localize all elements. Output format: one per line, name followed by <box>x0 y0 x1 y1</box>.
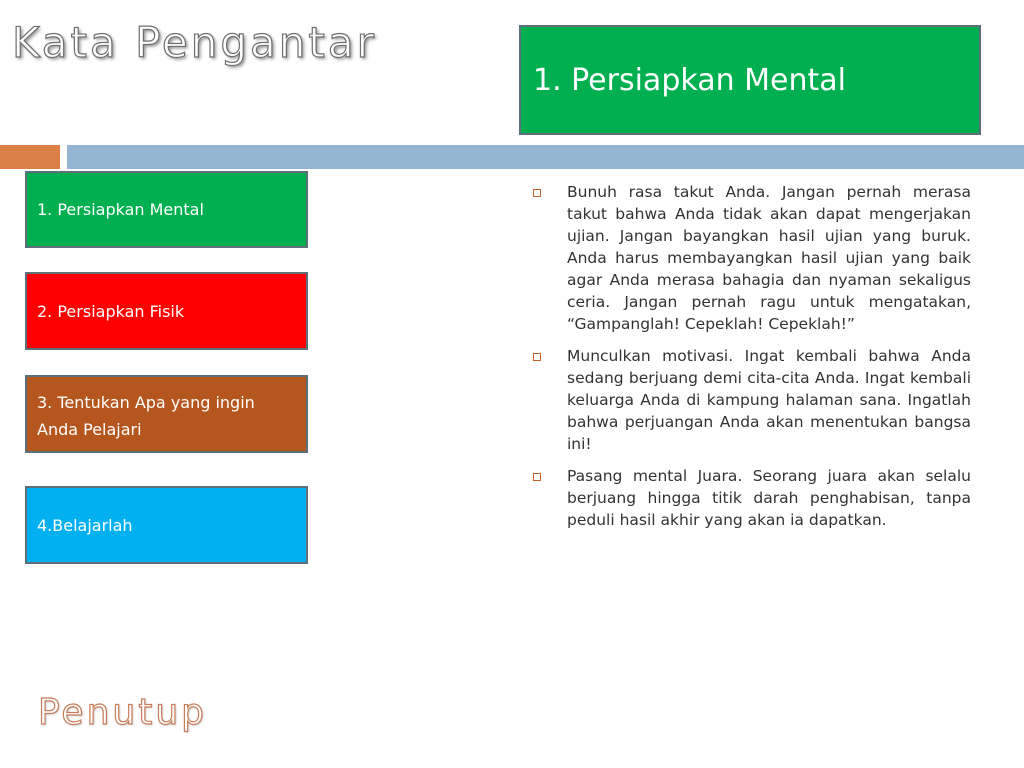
content-bullet-list <box>530 181 971 541</box>
bullet-text: Munculkan motivasi. Ingat kembali bahwa Anda sedang berjuang demi cita-cita Anda. Ingat kembali keluarga Anda di kampung halaman sana. Ingatlah bahwa perjuangan Anda akan menentukan bangsa ini! <box>567 347 971 453</box>
section-header-label: 1. Persiapkan Mental <box>533 62 846 98</box>
nav-item-belajarlah[interactable] <box>25 486 308 564</box>
nav-item-label: 2. Persiapkan Fisik <box>37 301 185 321</box>
bullet-item <box>530 465 971 531</box>
nav-item-persiapkan-fisik[interactable] <box>25 272 308 350</box>
nav-item-label: 4.Belajarlah <box>37 515 133 535</box>
accent-bar-blue <box>67 145 1024 169</box>
footer-link-penutup[interactable]: Penutup <box>38 692 207 733</box>
square-bullet-icon <box>533 189 541 197</box>
bullet-text: Pasang mental Juara. Seorang juara akan selalu berjuang hingga titik darah penghabisan, tanpa peduli hasil akhir yang akan ia dapatkan. <box>567 467 971 529</box>
square-bullet-icon <box>533 353 541 361</box>
section-header <box>519 25 981 135</box>
bullet-item <box>530 181 971 335</box>
square-bullet-icon <box>533 473 541 481</box>
accent-bar-orange <box>0 145 60 169</box>
nav-item-label: 3. Tentukan Apa yang ingin Anda Pelajari <box>37 393 255 439</box>
page-title: Kata Pengantar <box>12 18 377 67</box>
nav-item-persiapkan-mental[interactable] <box>25 171 308 248</box>
nav-item-label: 1. Persiapkan Mental <box>37 200 204 219</box>
nav-item-tentukan-pelajaran[interactable] <box>25 375 308 453</box>
bullet-text: Bunuh rasa takut Anda. Jangan pernah merasa takut bahwa Anda tidak akan dapat mengerjakan ujian. Jangan bayangkan hasil ujian yang buruk. Anda harus membayangkan hasil ujian yang baik agar Anda merasa bahagia dan nyaman sekaligus ceria. Jangan pernah ragu untuk mengatakan, “Gampanglah! Cepeklah! Cepeklah!” <box>567 183 971 333</box>
bullet-item <box>530 345 971 455</box>
